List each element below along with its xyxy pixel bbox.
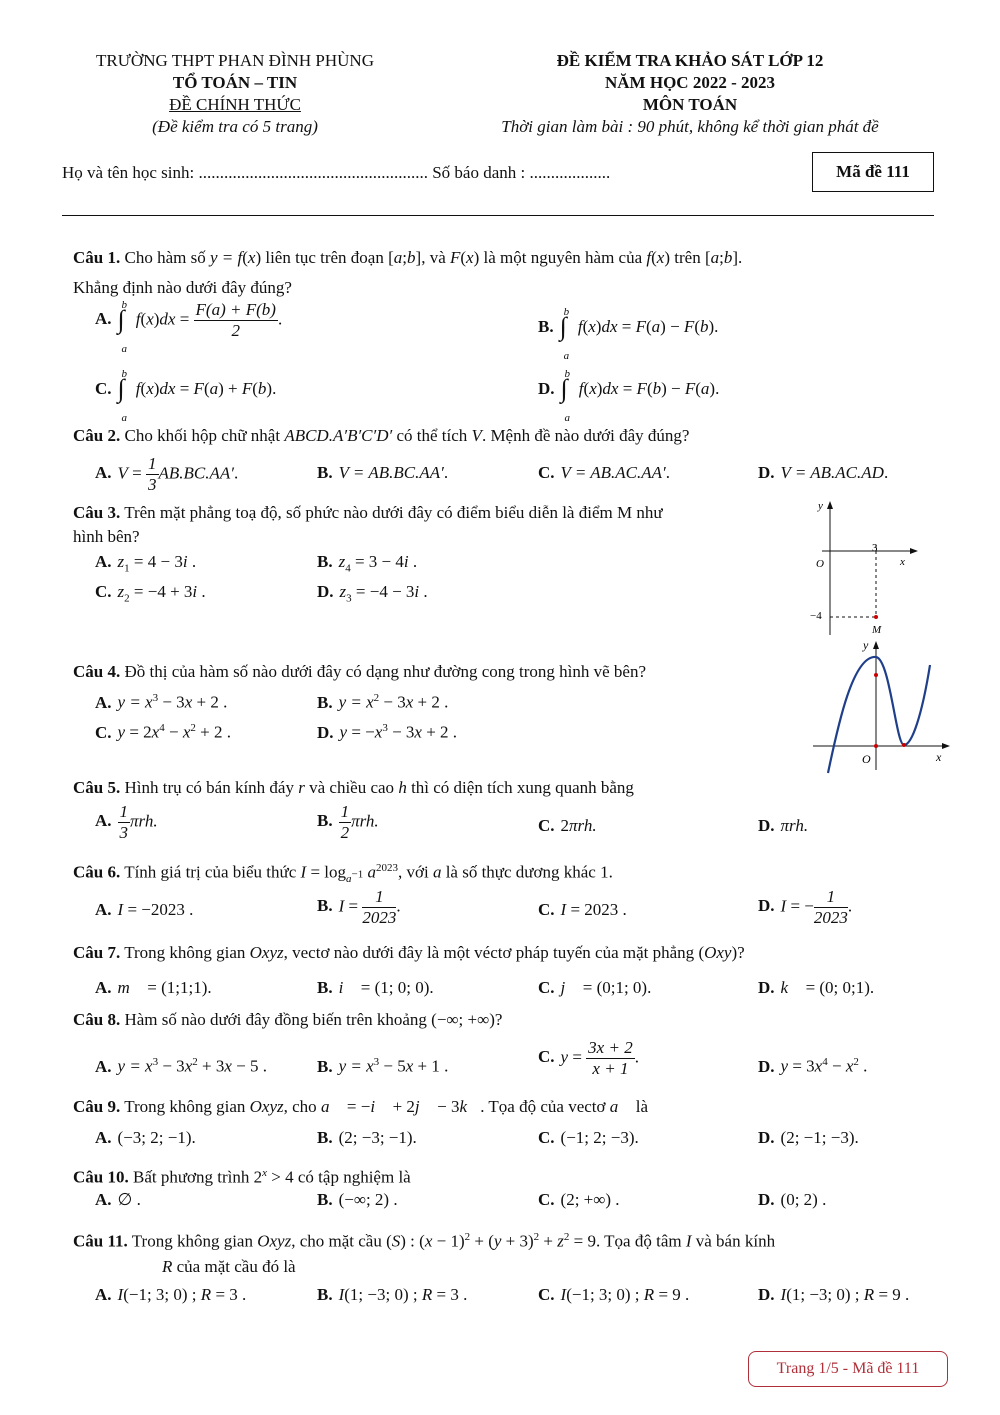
q10-option-a[interactable]: A. ∅ .	[95, 1190, 141, 1209]
header-left	[60, 50, 410, 138]
q9-option-d[interactable]: D. (2; −1; −3).	[758, 1128, 859, 1147]
fig-tick-3: 3	[872, 542, 878, 554]
q6-option-a[interactable]: A. I = −2023 .	[95, 900, 194, 919]
q6-option-d[interactable]: D. I = − $\frac{1}{2023}$ .	[758, 887, 853, 927]
point-a	[874, 673, 878, 677]
q5-option-d[interactable]: D. πrh.	[758, 816, 809, 835]
q9-option-b[interactable]: B. (2; −3; −1).	[317, 1128, 417, 1147]
question-8: Câu 8. Hàm số nào dưới đây đồng biến trên khoảng (−∞; +∞)?	[73, 1010, 503, 1029]
fig-tick-minus4: −4	[810, 610, 822, 622]
q7-option-a[interactable]: A. m⃗ = (1;1;1).	[95, 978, 212, 997]
exam-code-box: Mã đề 111	[812, 152, 934, 192]
fig-m-label: M	[872, 624, 882, 636]
exam-title: ĐỀ KIỂM TRA KHẢO SÁT LỚP 12	[556, 51, 824, 70]
q4-option-a[interactable]: A. $y = x^3 - 3x + 2$ .	[95, 692, 228, 712]
question-2: Câu 2. Cho khối hộp chữ nhật ABCD.A′B′C′D′ có thể tích V. Mệnh đề nào dưới đây đúng?	[73, 426, 690, 445]
official-label: ĐỀ CHÍNH THỨC	[169, 95, 301, 114]
question-3-line2: hình bên?	[73, 527, 140, 546]
question-11: Câu 11. Trong không gian Oxyz, cho mặt cầu (S) : $(x - 1)^2 + (y + 3)^2 + z^2 = 9$. Tọa độ tâm I và bán kính	[73, 1231, 776, 1251]
school-year: NĂM HỌC 2022 - 2023	[605, 73, 775, 92]
q1-option-d[interactable]: D. b ∫ a f(x)dx = F(b) − F(a).	[538, 368, 720, 424]
q6-option-b[interactable]: B. I = $\frac{1}{2023}$ .	[317, 887, 401, 927]
q11-option-c[interactable]: C. I(−1; 3; 0) ; R = 9 .	[538, 1285, 690, 1304]
q8-option-b[interactable]: B. $y = x^3 - 5x + 1$ .	[317, 1056, 449, 1076]
page-number: Trang 1/5 - Mã đề 111	[776, 1360, 920, 1377]
department: TỔ TOÁN – TIN	[172, 73, 298, 92]
fig-x-label: x	[936, 750, 942, 764]
point-c	[902, 743, 906, 747]
q10-option-b[interactable]: B. (−∞; 2) .	[317, 1190, 398, 1209]
header-divider	[62, 215, 934, 216]
question-3: Câu 3. Trên mặt phẳng toạ độ, số phức nào dưới đây có điểm biểu diễn là điểm M như	[73, 503, 663, 522]
q2-option-a[interactable]: A. V = $\frac{1}{3}$ AB.BC.AA′.	[95, 454, 239, 494]
q9-option-a[interactable]: A. (−3; 2; −1).	[95, 1128, 196, 1147]
fig-origin-label: O	[816, 558, 824, 570]
question-9: Câu 9. Trong không gian Oxyz, cho a⃗ = −i⃗ + 2j⃗ − 3k⃗. Tọa độ của vectơ a⃗ là	[73, 1097, 649, 1116]
point-b	[874, 744, 878, 748]
q3-option-c[interactable]: C. $z_2 = -4 + 3i$ .	[95, 582, 206, 605]
q1-option-b[interactable]: B. b ∫ a f(x)dx = F(a) − F(b).	[538, 306, 719, 362]
q1-option-c[interactable]: C. b ∫ a f(x)dx = F(a) + F(b).	[95, 368, 277, 424]
cubic-curve	[828, 657, 930, 773]
question-10: Câu 10. Bất phương trình $2^x > 4$ có tập nghiệm là	[73, 1167, 411, 1187]
q7-option-d[interactable]: D. k⃗ = (0; 0;1).	[758, 978, 875, 997]
q7-option-b[interactable]: B. i⃗ = (1; 0; 0).	[317, 978, 434, 997]
q8-option-c[interactable]: C. y = $\frac{3x + 2}{x + 1}$ .	[538, 1038, 639, 1078]
q2-option-b[interactable]: B. V = AB.BC.AA′.	[317, 463, 449, 482]
question-1-line2: Khẳng định nào dưới đây đúng?	[73, 278, 292, 297]
q3-option-b[interactable]: B. $z_4 = 3 - 4i$ .	[317, 552, 418, 575]
q3-option-a[interactable]: A. $z_1 = 4 - 3i$ .	[95, 552, 197, 575]
question-4: Câu 4. Đồ thị của hàm số nào dưới đây có dạng như đường cong trong hình vẽ bên?	[73, 662, 646, 681]
school-name: TRƯỜNG THPT PHAN ĐÌNH PHÙNG	[96, 51, 374, 70]
fig-y-label: y	[818, 500, 823, 512]
question-11-line2: R của mặt cầu đó là	[162, 1257, 296, 1276]
point-m	[874, 615, 878, 619]
question-6: Câu 6. Tính giá trị của biểu thức $I = \log_{a^{-1}} a^{2023}$, với a là số thực dương khác 1.	[73, 862, 613, 886]
q5-option-b[interactable]: B. $\frac{1}{2}$ πrh.	[317, 802, 379, 842]
question-1: Câu 1. Cho hàm số y = f(x) liên tục trên đoạn [a;b], và F(x) là một nguyên hàm của f(x) trên [a;b].	[73, 248, 743, 267]
x-axis-arrow-icon	[942, 743, 950, 749]
q10-option-c[interactable]: C. (2; +∞) .	[538, 1190, 620, 1209]
page-count: (Đề kiểm tra có 5 trang)	[152, 117, 318, 136]
q7-option-c[interactable]: C. j⃗ = (0;1; 0).	[538, 978, 652, 997]
q3-option-d[interactable]: D. $z_3 = -4 - 3i$ .	[317, 582, 428, 605]
q9-option-c[interactable]: C. (−1; 2; −3).	[538, 1128, 639, 1147]
question-5: Câu 5. Hình trụ có bán kính đáy r và chiều cao h thì có diện tích xung quanh bằng	[73, 778, 634, 797]
q4-figure	[808, 635, 958, 775]
y-axis-arrow-icon	[873, 641, 879, 649]
q2-option-c[interactable]: C. V = AB.AC.AA′.	[538, 463, 671, 482]
q11-option-b[interactable]: B. I(1; −3; 0) ; R = 3 .	[317, 1285, 468, 1304]
question-7: Câu 7. Trong không gian Oxyz, vectơ nào dưới đây là một véctơ pháp tuyến của mặt phẳng (Oxy)?	[73, 943, 745, 962]
student-info-line: Họ và tên học sinh: ...................................................... Số báo danh : ...................	[62, 163, 611, 182]
q5-option-a[interactable]: A. $\frac{1}{3}$ πrh.	[95, 802, 158, 842]
y-axis-arrow-icon	[827, 501, 833, 509]
time-limit: Thời gian làm bài : 90 phút, không kể thời gian phát đề	[501, 117, 879, 136]
q2-option-d[interactable]: D. V = AB.AC.AD.	[758, 463, 889, 482]
q11-option-d[interactable]: D. I(1; −3; 0) ; R = 9 .	[758, 1285, 910, 1304]
q1-option-a[interactable]: A. b ∫ a f(x)dx = $\frac{F(a) + F(b)}{2}$ .	[95, 298, 283, 355]
fig-x-label: x	[900, 556, 905, 568]
q3-figure	[800, 495, 920, 640]
q8-option-d[interactable]: D. $y = 3x^4 - x^2$ .	[758, 1056, 868, 1076]
q10-option-d[interactable]: D. (0; 2) .	[758, 1190, 827, 1209]
page-footer-badge	[748, 1351, 948, 1387]
subject: MÔN TOÁN	[642, 95, 738, 114]
x-axis-arrow-icon	[910, 548, 918, 554]
q5-option-c[interactable]: C. 2πrh.	[538, 816, 597, 835]
header-right	[440, 50, 940, 138]
fig-origin-label: O	[862, 752, 871, 766]
q4-option-c[interactable]: C. $y = 2x^4 - x^2 + 2$ .	[95, 722, 231, 742]
q6-option-c[interactable]: C. I = 2023 .	[538, 900, 627, 919]
q11-option-a[interactable]: A. I(−1; 3; 0) ; R = 3 .	[95, 1285, 247, 1304]
q8-option-a[interactable]: A. $y = x^3 - 3x^2 + 3x - 5$ .	[95, 1056, 267, 1076]
q4-option-d[interactable]: D. $y = -x^3 - 3x + 2$ .	[317, 722, 458, 742]
q4-option-b[interactable]: B. $y = x^2 - 3x + 2$ .	[317, 692, 449, 712]
fig-y-label: y	[863, 638, 869, 652]
